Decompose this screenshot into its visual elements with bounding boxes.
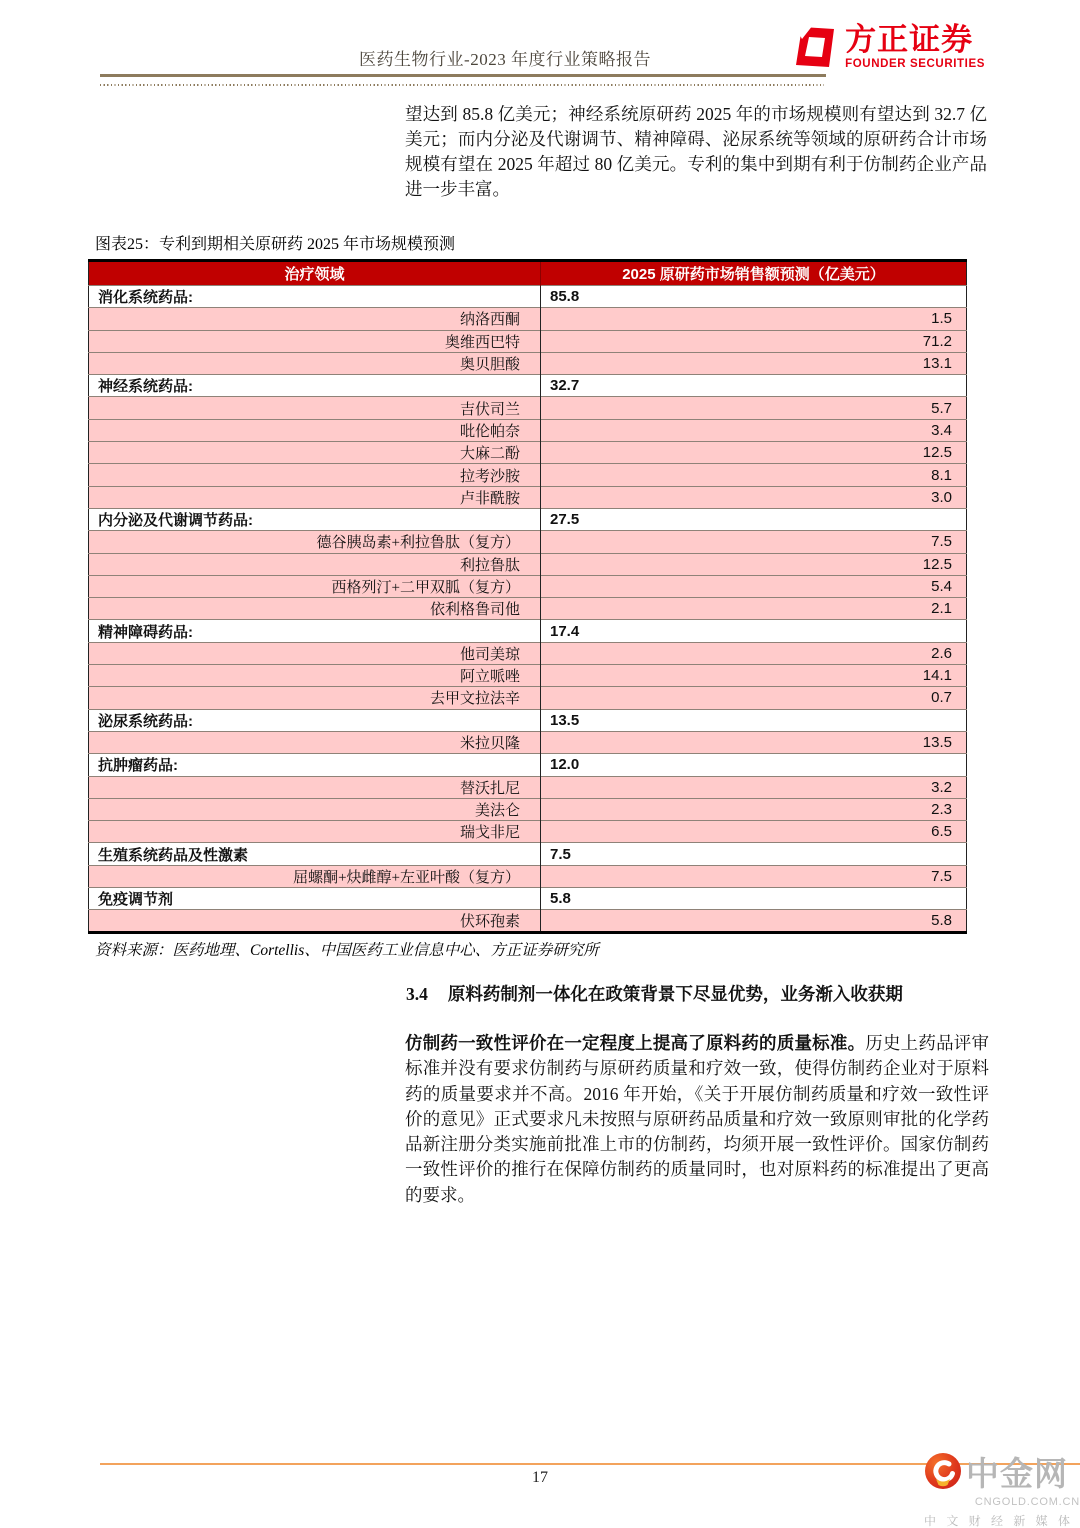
report-header-title: 医药生物行业-2023 年度行业策略报告 <box>359 50 651 69</box>
therapy-area-cell: 生殖系统药品及性激素 <box>89 843 541 865</box>
therapy-area-cell: 神经系统药品: <box>89 375 541 397</box>
header-rule-solid <box>100 74 826 77</box>
body-paragraph-bold-lead: 仿制药一致性评价在一定程度上提高了原料药的质量标准。 <box>405 1033 866 1053</box>
therapy-area-cell: 吡伦帕奈 <box>89 419 541 441</box>
forecast-value-cell: 13.5 <box>541 731 967 753</box>
drug-row <box>89 486 967 508</box>
therapy-area-cell: 西格列汀+二甲双胍（复方） <box>89 575 541 597</box>
category-row <box>89 508 967 530</box>
founder-logo-icon <box>791 24 837 75</box>
therapy-area-cell: 阿立哌唑 <box>89 665 541 687</box>
forecast-value-cell: 13.5 <box>541 709 967 731</box>
forecast-value-cell: 17.4 <box>541 620 967 642</box>
table-header-row <box>89 261 967 286</box>
forecast-value-cell: 13.1 <box>541 352 967 374</box>
therapy-area-cell: 纳洛西酮 <box>89 308 541 330</box>
drug-row <box>89 665 967 687</box>
col-header-therapy-area: 治疗领域 <box>89 261 541 286</box>
category-row <box>89 620 967 642</box>
therapy-area-cell: 屈螺酮+炔雌醇+左亚叶酸（复方） <box>89 865 541 887</box>
intro-paragraph: 望达到 85.8 亿美元；神经系统原研药 2025 年的市场规模则有望达到 32.7 亿美元；而内分泌及代谢调节、精神障碍、泌尿系统等领域的原研药合计市场规模有望在 2025 年超过 80 亿美元。专利的集中到期有利于仿制药企业产品进一步丰富。 <box>405 104 987 199</box>
body-paragraph <box>405 1031 989 1208</box>
therapy-area-cell: 替沃扎尼 <box>89 776 541 798</box>
drug-row <box>89 798 967 820</box>
drug-row <box>89 419 967 441</box>
forecast-value-cell: 3.2 <box>541 776 967 798</box>
forecast-value-cell: 7.5 <box>541 843 967 865</box>
forecast-value-cell: 3.4 <box>541 419 967 441</box>
drug-row <box>89 642 967 664</box>
therapy-area-cell: 去甲文拉法辛 <box>89 687 541 709</box>
therapy-area-cell: 他司美琼 <box>89 642 541 664</box>
drug-row <box>89 910 967 933</box>
section-number: 3.4 <box>406 984 428 1004</box>
drug-row <box>89 687 967 709</box>
drug-row <box>89 308 967 330</box>
page-number: 17 <box>532 1469 548 1486</box>
therapy-area-cell: 瑞戈非尼 <box>89 821 541 843</box>
forecast-value-cell: 5.8 <box>541 888 967 910</box>
drug-row <box>89 776 967 798</box>
cngold-domain: CNGOLD.COM.CN <box>974 1496 1080 1508</box>
therapy-area-cell: 伏环孢素 <box>89 910 541 933</box>
forecast-value-cell: 5.7 <box>541 397 967 419</box>
cngold-logo-icon <box>924 1452 962 1495</box>
category-row <box>89 754 967 776</box>
forecast-value-cell: 2.3 <box>541 798 967 820</box>
forecast-value-cell: 1.5 <box>541 308 967 330</box>
therapy-area-cell: 米拉贝隆 <box>89 731 541 753</box>
forecast-value-cell: 8.1 <box>541 464 967 486</box>
drug-row <box>89 397 967 419</box>
therapy-area-cell: 利拉鲁肽 <box>89 553 541 575</box>
forecast-value-cell: 5.4 <box>541 575 967 597</box>
section-title: 原料药制剂一体化在政策背景下尽显优势，业务渐入收获期 <box>447 984 903 1004</box>
category-row <box>89 843 967 865</box>
header-rule-dotted <box>100 84 824 86</box>
drug-row <box>89 464 967 486</box>
therapy-area-cell: 奥贝胆酸 <box>89 352 541 374</box>
therapy-area-cell: 卢非酰胺 <box>89 486 541 508</box>
cngold-name: 中金网 <box>966 1454 1068 1492</box>
category-row <box>89 888 967 910</box>
therapy-area-cell: 奥维西巴特 <box>89 330 541 352</box>
figure-caption: 图表25：专利到期相关原研药 2025 年市场规模预测 <box>95 236 456 253</box>
forecast-value-cell: 0.7 <box>541 687 967 709</box>
col-header-forecast: 2025 原研药市场销售额预测（亿美元） <box>541 261 967 286</box>
forecast-value-cell: 27.5 <box>541 508 967 530</box>
forecast-value-cell: 6.5 <box>541 821 967 843</box>
forecast-value-cell: 2.6 <box>541 642 967 664</box>
therapy-area-cell: 依利格鲁司他 <box>89 598 541 620</box>
forecast-value-cell: 32.7 <box>541 375 967 397</box>
founder-logo-cn-text: 方正证券 <box>845 22 974 57</box>
forecast-value-cell: 14.1 <box>541 665 967 687</box>
forecast-value-cell: 85.8 <box>541 286 967 308</box>
drug-row <box>89 821 967 843</box>
drug-row <box>89 352 967 374</box>
market-forecast-table <box>88 259 967 934</box>
forecast-value-cell: 71.2 <box>541 330 967 352</box>
cngold-tagline: 中 文 财 经 新 媒 体 <box>924 1514 1074 1528</box>
forecast-value-cell: 12.5 <box>541 553 967 575</box>
therapy-area-cell: 精神障碍药品: <box>89 620 541 642</box>
forecast-value-cell: 12.0 <box>541 754 967 776</box>
drug-row <box>89 731 967 753</box>
drug-row <box>89 553 967 575</box>
forecast-value-cell: 3.0 <box>541 486 967 508</box>
forecast-value-cell: 7.5 <box>541 865 967 887</box>
category-row <box>89 286 967 308</box>
forecast-value-cell: 5.8 <box>541 910 967 933</box>
therapy-area-cell: 吉伏司兰 <box>89 397 541 419</box>
forecast-value-cell: 2.1 <box>541 598 967 620</box>
drug-row <box>89 598 967 620</box>
drug-row <box>89 531 967 553</box>
founder-logo-en-text: FOUNDER SECURITIES <box>845 58 985 70</box>
therapy-area-cell: 德谷胰岛素+利拉鲁肽（复方） <box>89 531 541 553</box>
therapy-area-cell: 抗肿瘤药品: <box>89 754 541 776</box>
figure-source: 资料来源：医药地理、Cortellis、中国医药工业信息中心、方正证券研究所 <box>95 942 599 959</box>
cngold-watermark <box>924 1452 1080 1528</box>
therapy-area-cell: 内分泌及代谢调节药品: <box>89 508 541 530</box>
body-paragraph-rest: 历史上药品评审标准并没有要求仿制药与原研药质量和疗效一致，使得仿制药企业对于原料药的质量要求并不高。2016 年开始，《关于开展仿制药质量和疗效一致性评价的意见》正式要求凡未按照与原研药品质量和疗效一致原则审批的化学药品新注册分类实施前批准上市的仿制药，均须开展一致性评价。国家仿制药一致性评价的推行在保障仿制药的质量同时，也对原料药的标准提出了更高的要求。 <box>405 1033 989 1205</box>
drug-row <box>89 575 967 597</box>
therapy-area-cell: 大麻二酚 <box>89 442 541 464</box>
drug-row <box>89 442 967 464</box>
category-row <box>89 375 967 397</box>
therapy-area-cell: 美法仑 <box>89 798 541 820</box>
therapy-area-cell: 消化系统药品: <box>89 286 541 308</box>
drug-row <box>89 865 967 887</box>
market-table-body <box>89 286 967 933</box>
therapy-area-cell: 拉考沙胺 <box>89 464 541 486</box>
category-row <box>89 709 967 731</box>
therapy-area-cell: 免疫调节剂 <box>89 888 541 910</box>
founder-securities-logo <box>791 24 985 75</box>
section-heading <box>406 981 988 1006</box>
therapy-area-cell: 泌尿系统药品: <box>89 709 541 731</box>
drug-row <box>89 330 967 352</box>
forecast-value-cell: 7.5 <box>541 531 967 553</box>
forecast-value-cell: 12.5 <box>541 442 967 464</box>
